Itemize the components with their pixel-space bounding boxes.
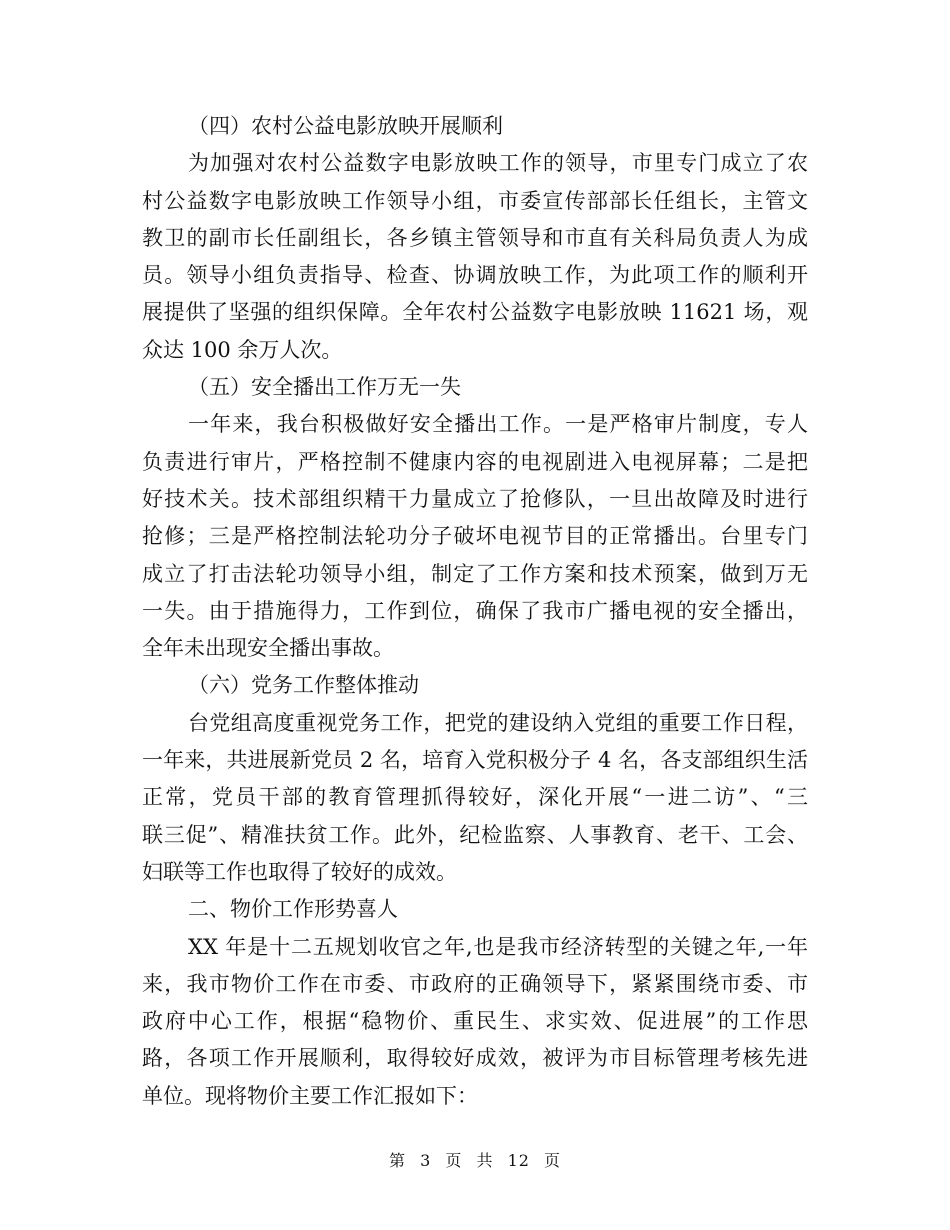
- paragraph-line: 负责进行审片，严格控制不健康内容的电视剧进入电视屏幕；二是把: [142, 449, 808, 474]
- footer-current-page: 3: [420, 1151, 432, 1170]
- paragraph-line: 政府中心工作，根据“稳物价、重民生、求实效、促进展”的工作思: [142, 1009, 808, 1034]
- paragraph-line: 为加强对农村公益数字电影放映工作的领导，市里专门成立了农: [188, 151, 808, 176]
- footer-total-pages: 12: [507, 1151, 530, 1170]
- section-heading: （五）安全播出工作万无一失: [188, 375, 461, 400]
- section-heading: 二、物价工作形势喜人: [188, 897, 398, 922]
- paragraph-line: 成立了打击法轮功领导小组，制定了工作方案和技术预案，做到万无: [142, 561, 808, 586]
- paragraph-line: 村公益数字电影放映工作领导小组，市委宣传部部长任组长，主管文: [142, 188, 808, 213]
- paragraph-line: 联三促”、精准扶贫工作。此外，纪检监察、人事教育、老干、工会、: [142, 822, 808, 847]
- paragraph-line: 台党组高度重视党务工作，把党的建设纳入党组的重要工作日程，: [188, 710, 808, 735]
- paragraph-line: 抢修；三是严格控制法轮功分子破坏电视节目的正常播出。台里专门: [142, 524, 808, 549]
- footer-label-gong: 共: [476, 1151, 494, 1170]
- paragraph-line: 众达 100 余万人次。: [142, 337, 343, 362]
- document-body: [142, 108, 808, 1115]
- footer-label-di: 第: [388, 1151, 406, 1170]
- paragraph-line: 正常，党员干部的教育管理抓得较好，深化开展“一进二访”、“三: [142, 785, 808, 810]
- footer-label-ye2: 页: [544, 1151, 562, 1170]
- paragraph-line: 单位。现将物价主要工作汇报如下：: [142, 1083, 478, 1108]
- paragraph-line: XX 年是十二五规划收官之年,也是我市经济转型的关键之年,一年: [188, 934, 808, 959]
- paragraph-line: 展提供了坚强的组织保障。全年农村公益数字电影放映 11621 场，观: [142, 300, 808, 325]
- paragraph-line: 一失。由于措施得力，工作到位，确保了我市广播电视的安全播出，: [142, 598, 808, 623]
- paragraph-line: 教卫的副市长任副组长，各乡镇主管领导和市直有关科局负责人为成: [142, 225, 808, 250]
- paragraph-line: 来，我市物价工作在市委、市政府的正确领导下，紧紧围绕市委、市: [142, 971, 808, 996]
- section-heading: （六）党务工作整体推动: [188, 673, 419, 698]
- paragraph-line: 全年未出现安全播出事故。: [142, 636, 394, 661]
- paragraph-line: 员。领导小组负责指导、检查、协调放映工作，为此项工作的顺利开: [142, 263, 808, 288]
- paragraph-line: 路，各项工作开展顺利，取得较好成效，被评为市目标管理考核先进: [142, 1046, 808, 1071]
- paragraph-line: 妇联等工作也取得了较好的成效。: [142, 859, 457, 884]
- paragraph-line: 一年来，共进展新党员 2 名，培育入党积极分子 4 名，各支部组织生活: [142, 748, 808, 773]
- footer-label-ye: 页: [445, 1151, 463, 1170]
- paragraph-line: 好技术关。技术部组织精干力量成立了抢修队，一旦出故障及时进行: [142, 486, 808, 511]
- page-footer: [0, 1150, 950, 1172]
- section-heading: （四）农村公益电影放映开展顺利: [188, 114, 503, 138]
- paragraph-line: 一年来，我台积极做好安全播出工作。一是严格审片制度，专人: [188, 412, 808, 437]
